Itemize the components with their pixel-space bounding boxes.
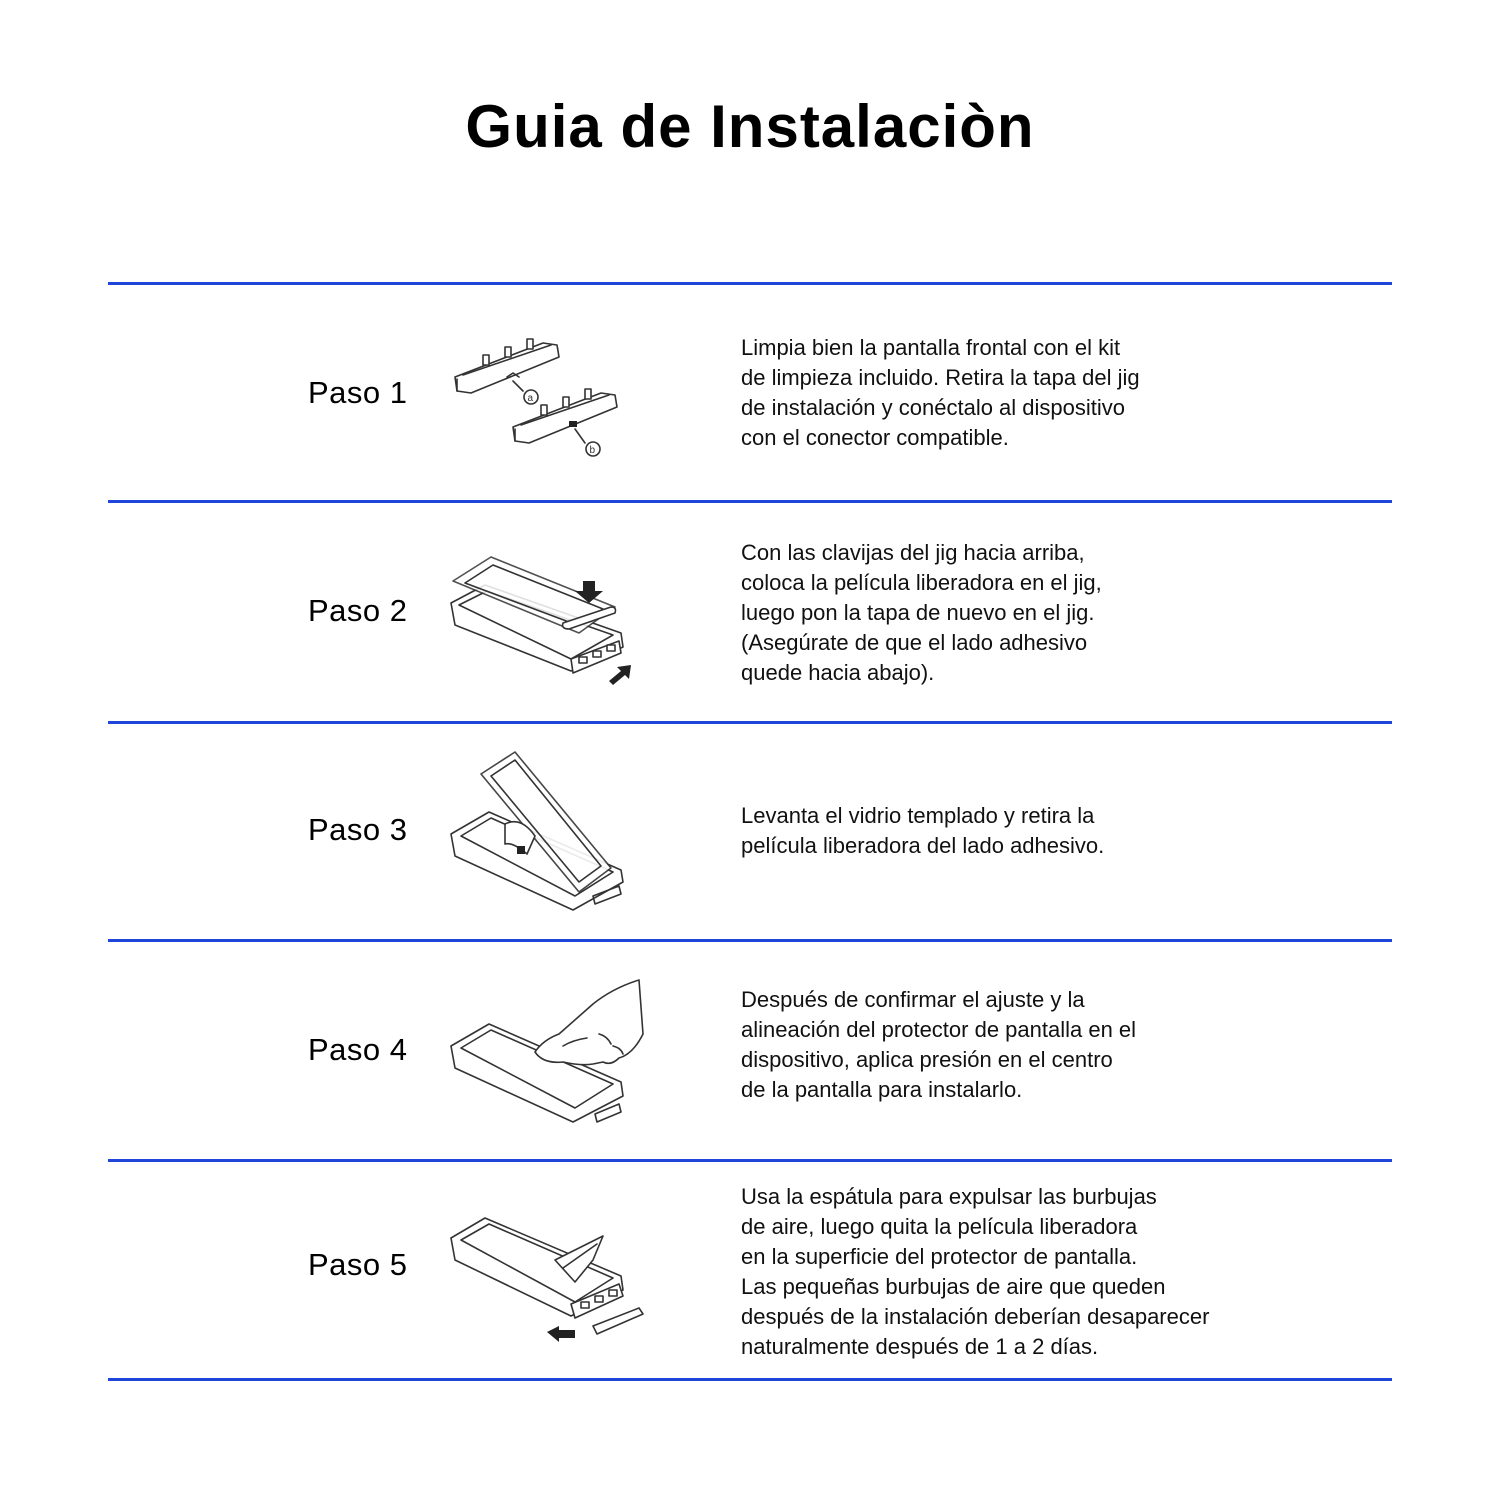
step-3-label: Paso 3 bbox=[308, 812, 408, 847]
callout-b: b bbox=[589, 445, 596, 456]
step-5 bbox=[108, 1162, 1392, 1378]
jig-parts-illustration-icon bbox=[443, 315, 653, 485]
step-1-label: Paso 1 bbox=[308, 375, 408, 410]
step-4 bbox=[108, 942, 1392, 1159]
callout-a: a bbox=[527, 393, 534, 404]
film-placement-illustration-icon bbox=[443, 541, 653, 711]
press-center-illustration-icon bbox=[443, 974, 653, 1144]
step-3-text: Levanta el vidrio templado y retira la película liberadora del lado adhesivo. bbox=[741, 803, 1105, 858]
step-4-label: Paso 4 bbox=[308, 1032, 408, 1067]
lift-glass-illustration-icon bbox=[443, 746, 653, 916]
step-2-label: Paso 2 bbox=[308, 593, 408, 628]
step-4-text: Después de confirmar el ajuste y la alineación del protector de pantalla en el dispositivo, aplica presión en el centro de la pantalla para instalarlo. bbox=[741, 987, 1137, 1102]
step-2 bbox=[108, 503, 1392, 721]
step-5-label: Paso 5 bbox=[308, 1247, 408, 1282]
divider bbox=[108, 1378, 1392, 1381]
step-1 bbox=[108, 285, 1392, 500]
page-title: Guia de Instalaciòn bbox=[465, 93, 1035, 160]
step-1-text: Limpia bien la pantalla frontal con el kit de limpieza incluido. Retira la tapa del jig de instalación y conéctalo al dispositivo con el conector compatible. bbox=[741, 335, 1140, 450]
step-2-text: Con las clavijas del jig hacia arriba, coloca la película liberadora en el jig, luego pon la tapa de nuevo en el jig. (Asegúrate de que el lado adhesivo quede hacia abajo). bbox=[741, 540, 1102, 685]
step-5-text: Usa la espátula para expulsar las burbujas de aire, luego quita la película liberadora en la superficie del protector de pantalla. Las pequeñas burbujas de aire que queden después de la instalación deberían desaparecer naturalmente después de 1 a 2 días. bbox=[741, 1184, 1210, 1359]
step-3 bbox=[108, 724, 1392, 939]
remove-film-illustration-icon bbox=[443, 1190, 653, 1360]
